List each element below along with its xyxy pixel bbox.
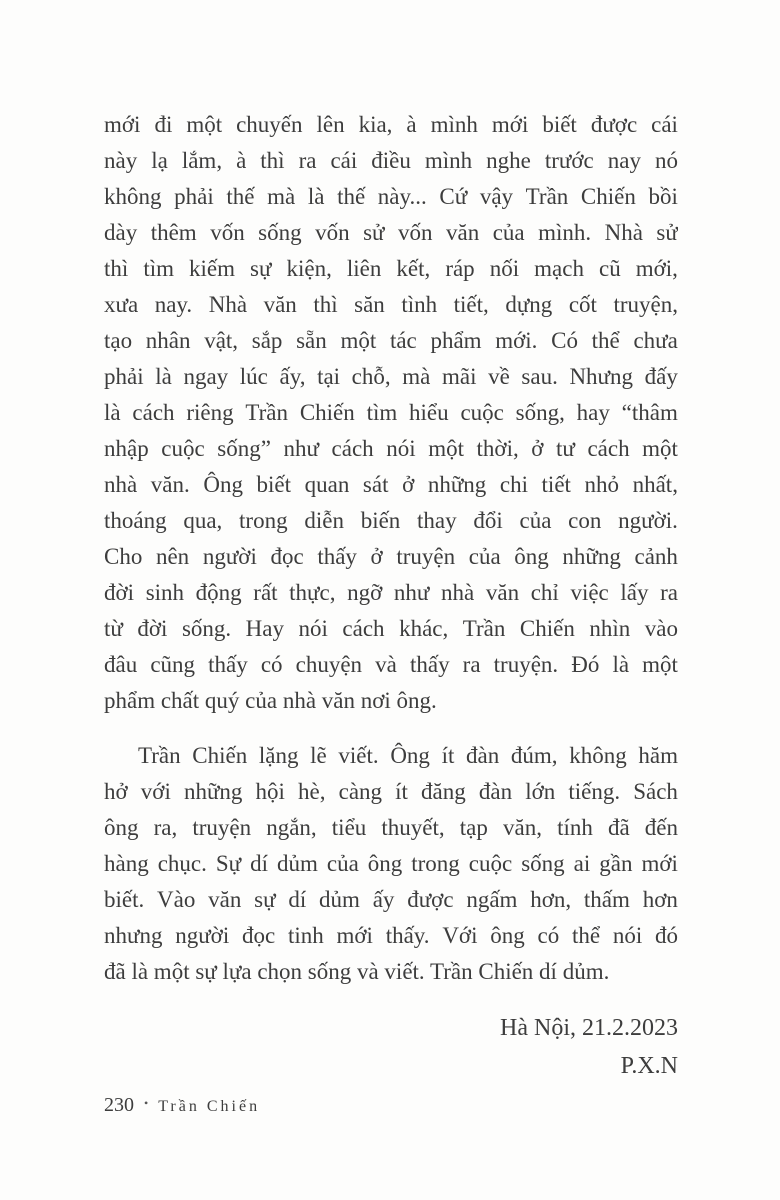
running-title: Trần Chiến	[158, 1098, 261, 1115]
text-line: ông ra, truyện ngắn, tiểu thuyết, tạp văn, tính đã đến	[104, 815, 678, 840]
text-line: là cách riêng Trần Chiến tìm hiểu cuộc sống, hay “thâm	[104, 400, 678, 425]
text-line: tạo nhân vật, sắp sẵn một tác phẩm mới. Có thể chưa	[104, 328, 678, 353]
text-line: dày thêm vốn sống vốn sử vốn văn của mình. Nhà sử	[104, 220, 678, 245]
text-line: đâu cũng thấy có chuyện và thấy ra truyện. Đó là một	[104, 652, 678, 677]
text-line: nhập cuộc sống” như cách nói một thời, ở tư cách một	[104, 436, 678, 461]
paragraph	[104, 107, 678, 719]
text-line: nhưng người đọc tinh mới thấy. Với ông có thể nói đó	[104, 923, 678, 948]
text-line: phải là ngay lúc ấy, tại chỗ, mà mãi về sau. Nhưng đấy	[104, 364, 678, 389]
text-line: Trần Chiến lặng lẽ viết. Ông ít đàn đúm, không hăm	[138, 743, 678, 768]
signature-initials: P.X.N	[620, 1053, 678, 1079]
signature-block	[104, 1009, 678, 1085]
text-line: nhà văn. Ông biết quan sát ở những chi tiết nhỏ nhất,	[104, 472, 678, 497]
text-line: đã là một sự lựa chọn sống và viết. Trần Chiến dí dủm.	[104, 959, 610, 984]
text-line: Cho nên người đọc thấy ở truyện của ông những cảnh	[104, 544, 678, 569]
text-line: đời sinh động rất thực, ngỡ như nhà văn chỉ việc lấy ra	[104, 580, 678, 605]
text-line: thoáng qua, trong diễn biến thay đổi của con người.	[104, 508, 678, 533]
paragraph	[104, 738, 678, 990]
signature-place-date: Hà Nội, 21.2.2023	[500, 1015, 678, 1041]
text-line: xưa nay. Nhà văn thì săn tình tiết, dựng cốt truyện,	[104, 292, 678, 317]
text-line: từ đời sống. Hay nói cách khác, Trần Chiến nhìn vào	[104, 616, 678, 641]
text-line: hàng chục. Sự dí dủm của ông trong cuộc sống ai gần mới	[104, 851, 678, 876]
text-line: hở với những hội hè, càng ít đăng đàn lớn tiếng. Sách	[104, 779, 678, 804]
text-line: biết. Vào văn sự dí dủm ấy được ngấm hơn, thấm hơn	[104, 887, 678, 912]
text-line: mới đi một chuyến lên kia, à mình mới biết được cái	[104, 112, 678, 137]
text-line: phẩm chất quý của nhà văn nơi ông.	[104, 688, 437, 713]
page-footer	[104, 1094, 260, 1117]
text-block	[104, 107, 678, 1085]
text-line: không phải thế mà là thế này... Cứ vậy Trần Chiến bồi	[104, 184, 678, 209]
bullet-separator: •	[144, 1096, 149, 1110]
page-number: 230	[104, 1094, 134, 1116]
text-line: thì tìm kiếm sự kiện, liên kết, ráp nối mạch cũ mới,	[104, 256, 678, 281]
text-line: này lạ lắm, à thì ra cái điều mình nghe trước nay nó	[104, 148, 678, 173]
